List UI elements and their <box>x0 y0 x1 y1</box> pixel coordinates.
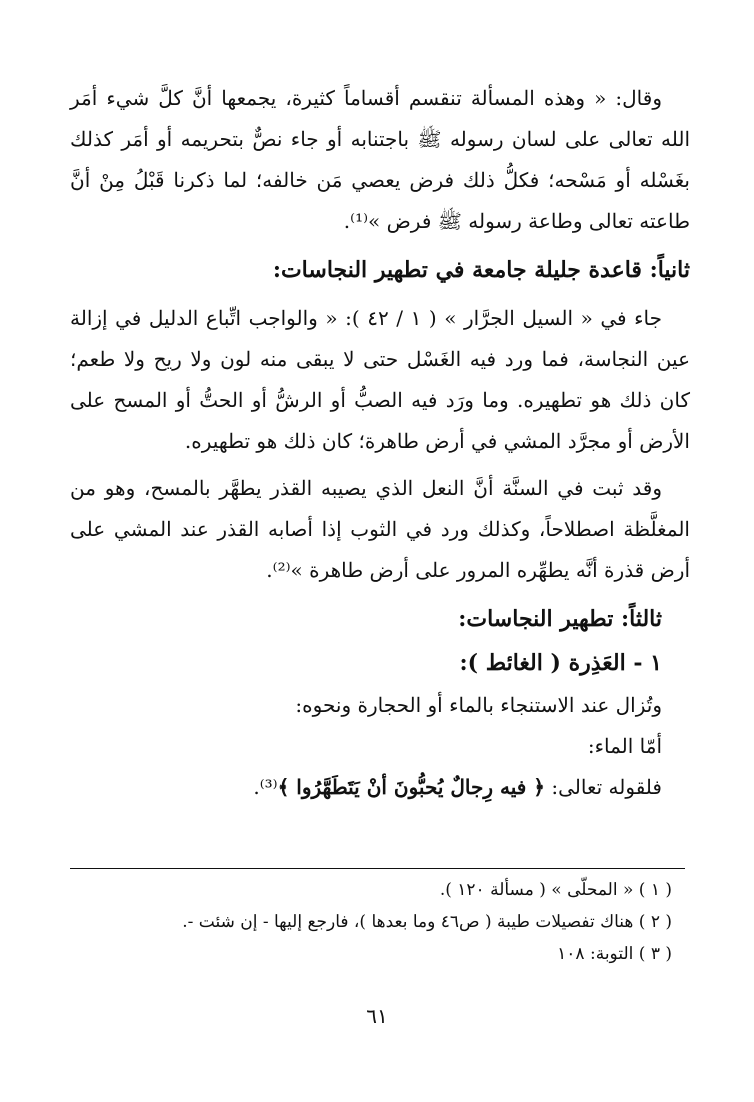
heading-second-principle: ثانياً: قاعدة جليلة جامعة في تطهير النجاسات: <box>272 257 690 283</box>
page-body <box>70 78 690 808</box>
verse-intro: فلقوله تعالى: <box>545 775 662 799</box>
footnote-3: ( ٣ ) التوبة: ١٠٨ <box>557 944 672 964</box>
paragraph-removal-method: وتُزال عند الاستنجاء بالماء أو الحجارة ونحوه: <box>295 693 662 717</box>
footnote-divider <box>70 868 685 869</box>
paragraph-quran-verse <box>70 767 690 808</box>
heading-item-feces: ١ - العَذِرة ( الغائط ): <box>459 650 662 676</box>
footnotes <box>70 874 680 970</box>
paragraph-sayl-jarrar: جاء في « السيل الجرَّار » ( ١ / ٤٢ ): « والواجب اتِّباع الدليل في إزالة عين النجاسة، فما ورد فيه الغَسْل حتى لا يبقى منه لون ولا ريح ولا طعم؛ كان ذلك هو تطهيره. وما ورَد فيه الصبُّ أو الرشُّ أو الحتُّ أو المسح على الأرض أو مجرَّد المشي في أرض طاهرة؛ كان ذلك هو تطهيره. <box>70 306 690 453</box>
paragraph-quote-ibn-hazm: وقال: « وهذه المسألة تنقسم أقساماً كثيرة، يجمعها أنَّ كلَّ شيء أمَر الله تعالى على لسان رسوله ﷺ باجتنابه أو جاء نصٌّ بتحريمه أو أمَر كذلك بغَسْله أو مَسْحه؛ فكلُّ ذلك فرض يعصي مَن خالفه؛ لما ذكرنا قَبْلُ مِنْ أنَّ طاعته تعالى وطاعة رسوله ﷺ فرض »⁽¹⁾. <box>70 86 690 233</box>
heading-third-purification: ثالثاً: تطهير النجاسات: <box>458 606 662 632</box>
paragraph-sunnah-sandals: وقد ثبت في السنَّة أنَّ النعل الذي يصيبه القذر يطهَّر بالمسح، وهو من المغلَّظة اصطلاحاً، وكذلك ورد في الثوب إذا أصابه القذر عند المشي على أرض قذرة أنَّه يطهِّره المرور على أرض طاهرة »⁽²⁾. <box>70 476 690 582</box>
quran-verse-text: ﴿ فيه رِجالٌ يُحبُّونَ أنْ يَتَطَهَّرُوا ﴾ <box>277 775 546 799</box>
footnote-2: ( ٢ ) هناك تفصيلات طيبة ( ص٤٦ وما بعدها )، فارجع إليها - إن شئت -. <box>182 912 672 932</box>
footnote-1: ( ١ ) « المحلّى » ( مسألة ١٢٠ ). <box>439 880 672 900</box>
page-number: ٦١ <box>366 1004 388 1028</box>
footnote-marker: ⁽³⁾. <box>253 775 278 799</box>
paragraph-water-subheading: أمّا الماء: <box>587 734 662 758</box>
